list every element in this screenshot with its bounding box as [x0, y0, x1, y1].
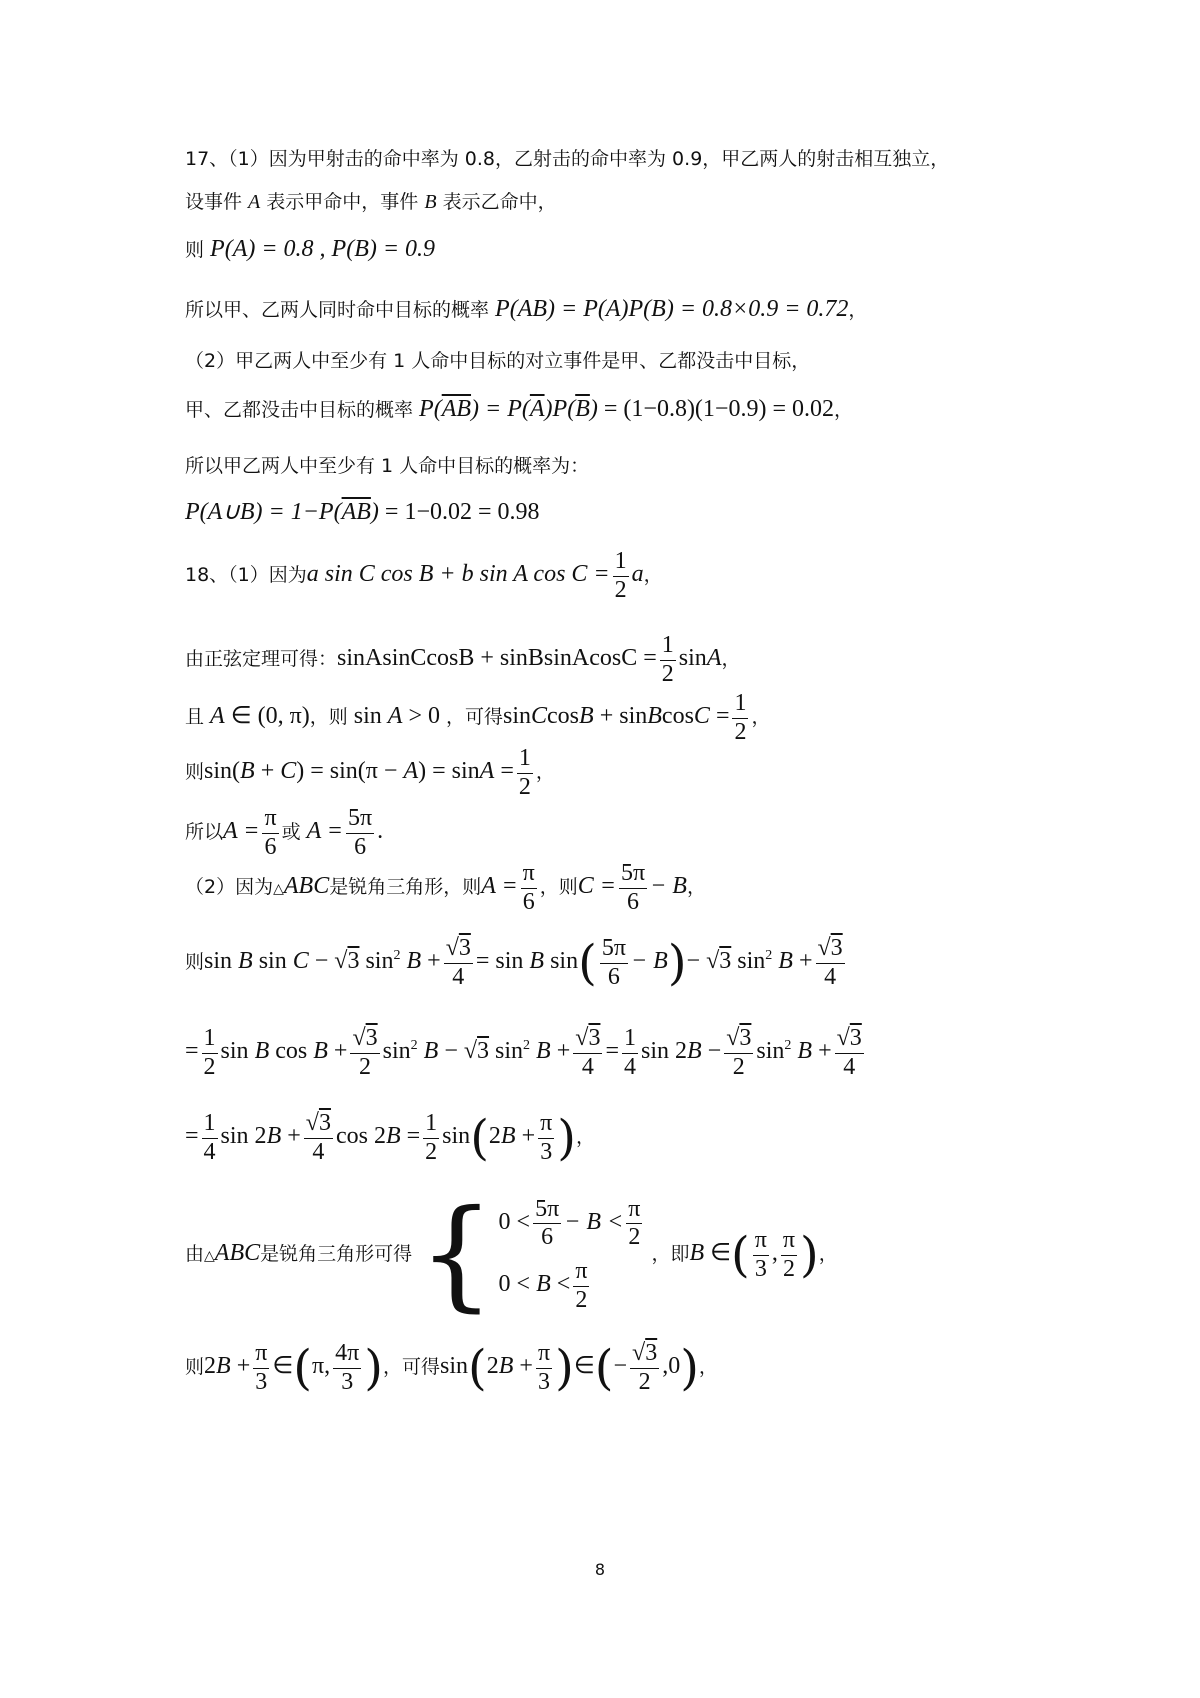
q17-line-8: P(A∪B) = $1-P(\overline{AB}) = 1-0.02 = 0.98$	[185, 499, 540, 525]
q18-line-1: 18、（1）因为a sin C cos B + b sin A cos C = $\frac{1}{2}$ a，	[185, 548, 663, 603]
q17-line-2: 设事件 A 表示甲命中，事件 B 表示乙命中，	[185, 191, 557, 213]
q17-line-7: 所以甲乙两人中至少有 1 人命中目标的概率为：	[185, 455, 590, 477]
q18-line-5: 所以A = $\frac{\pi}{6}$ 或 A = $\frac{5\pi}{6}$ .	[185, 805, 384, 860]
q17-line-3: 则 P(A) = 0.8 , P(B) = 0.9	[185, 236, 436, 262]
q18-line-10: 由△ABC是锐角三角形可得 { 0 < $\frac{5\pi}{6}$ − B < $\frac{\pi}{2}$ 0 < B < $\frac{\pi}{2}$ ，即B ∈( $\frac{\pi}{3}$ , $\frac{\pi}{2}$ )，	[185, 1185, 838, 1324]
q18-line-9: = $\frac{1}{4}$ sin 2B + $\frac{√3}{4}$ cos 2B = $\frac{1}{2}$ sin(2B + $\frac{\pi}{3}$ )，	[185, 1110, 596, 1167]
q17-line-5: （2）甲乙两人中至少有 1 人命中目标的对立事件是甲、乙都没击中目标，	[185, 350, 811, 372]
q18-line-8: = $\frac{1}{2}$ sin B cos B + $\frac{√3}{2}$ $\sin^2 B - √3$ $\sin^2 B$ + $\frac{√3}{4}$ = $\frac{1}{4}$ sin 2B − $\frac{√3}{2}$ $\sin^2 B$ + $\frac{√3}{4}$	[185, 1025, 862, 1080]
q18-line-7: 则sin B sin C − √3 $\sin^2 B$ + $\frac{√3}{4}$ = sin B sin( $\frac{5\pi}{6}$ − B)− √3 $\sin^2 B$ + $\frac{√3}{4}$	[185, 935, 843, 992]
q17-line-6: 甲、乙都没击中目标的概率 $P(\overline{AB}) = P(\overline{A})P(\overline{B}) = (1-0.8)(1-0.9) = 0.02$，	[185, 396, 853, 422]
q18-line-2: 由正弦定理可得：sinAsinCcosB + sinBsinAcosC = $\frac{1}{2}$ sinA，	[185, 632, 741, 687]
page-number: 8	[594, 1560, 606, 1579]
inequality-system: { 0 < $\frac{5\pi}{6}$ − B < $\frac{\pi}{2}$ 0 < B < $\frac{\pi}{2}$	[418, 1185, 641, 1324]
q18-line-6: （2）因为△ABC是锐角三角形，则A = $\frac{\pi}{6}$ ，则C = $\frac{5\pi}{6}$ − B，	[185, 860, 706, 915]
q18-line-3: 且 A ∈ (0, π)，则 sin A > 0 ，可得sinCcosB + sinBcosC = $\frac{1}{2}$ ，	[185, 690, 771, 745]
q17-line-4: 所以甲、乙两人同时命中目标的概率 P(AB) = P(A)P(B) = 0.8×0.9 = 0.72，	[185, 296, 868, 322]
q18-line-4: 则sin(B + C) = sin(π − A) = sinA = $\frac{1}{2}$ ，	[185, 745, 555, 800]
q18-line-11: 则2B + $\frac{\pi}{3}$ ∈(π, $\frac{4\pi}{3}$ )，可得sin(2B + $\frac{\pi}{3}$ )∈(− $\frac{√3}{2}$ ,0)，	[185, 1340, 718, 1397]
q17-line-1: 17、（1）因为甲射击的命中率为 0.8，乙射击的命中率为 0.9，甲乙两人的射击相互独立，	[185, 148, 950, 170]
